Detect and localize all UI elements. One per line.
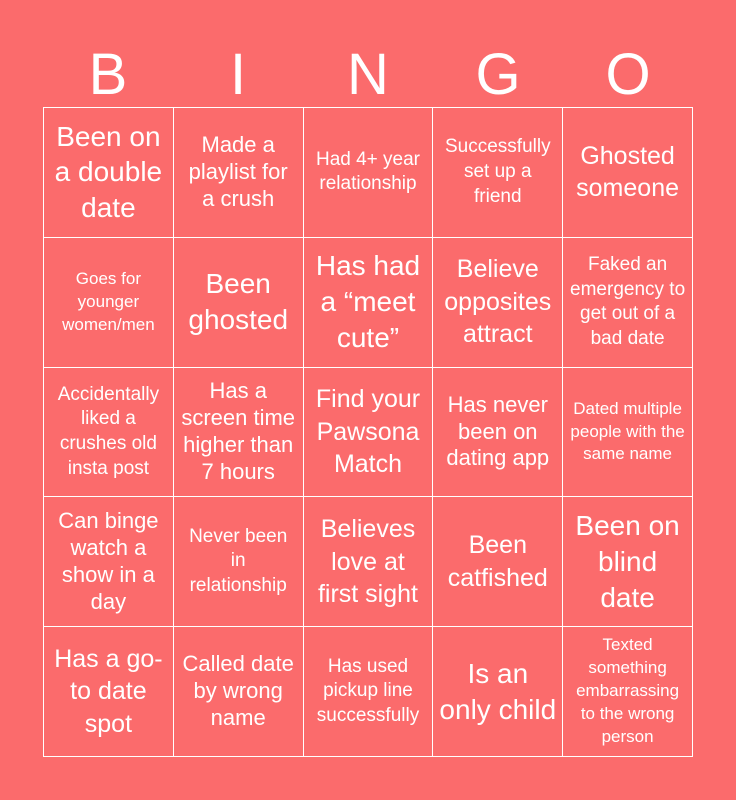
- bingo-cell[interactable]: Had 4+ year relationship: [304, 108, 434, 238]
- bingo-cell[interactable]: Been ghosted: [174, 238, 304, 368]
- bingo-cell[interactable]: Goes for younger women/men: [44, 238, 174, 368]
- header-letter-i: I: [229, 42, 247, 107]
- bingo-cell[interactable]: Believe opposites attract: [433, 238, 563, 368]
- bingo-cell[interactable]: Never been in relationship: [174, 497, 304, 627]
- bingo-cell[interactable]: Has used pickup line successfully: [304, 627, 434, 757]
- bingo-cell[interactable]: Dated multiple people with the same name: [563, 368, 693, 498]
- bingo-cell[interactable]: Faked an emergency to get out of a bad date: [563, 238, 693, 368]
- bingo-cell[interactable]: Believes love at first sight: [304, 497, 434, 627]
- header-letter-n: N: [347, 42, 389, 107]
- bingo-cell[interactable]: Is an only child: [433, 627, 563, 757]
- bingo-cell[interactable]: Called date by wrong name: [174, 627, 304, 757]
- bingo-cell[interactable]: Been on blind date: [563, 497, 693, 627]
- bingo-cell[interactable]: Has a go-to date spot: [44, 627, 174, 757]
- header-letter-b: B: [88, 42, 128, 107]
- bingo-cell[interactable]: Can binge watch a show in a day: [44, 497, 174, 627]
- bingo-cell[interactable]: Ghosted someone: [563, 108, 693, 238]
- bingo-cell[interactable]: Texted something embarrassing to the wrong person: [563, 627, 693, 757]
- bingo-cell[interactable]: Has had a “meet cute”: [304, 238, 434, 368]
- bingo-cell[interactable]: Been catfished: [433, 497, 563, 627]
- header-letter-o: O: [605, 42, 651, 107]
- bingo-cell[interactable]: Accidentally liked a crushes old insta post: [44, 368, 174, 498]
- bingo-cell[interactable]: Successfully set up a friend: [433, 108, 563, 238]
- bingo-cell[interactable]: Find your Pawsona Match: [304, 368, 434, 498]
- bingo-cell[interactable]: Made a playlist for a crush: [174, 108, 304, 238]
- bingo-cell[interactable]: Has a screen time higher than 7 hours: [174, 368, 304, 498]
- header-letter-g: G: [475, 42, 521, 107]
- bingo-cell[interactable]: Has never been on dating app: [433, 368, 563, 498]
- bingo-cell[interactable]: Been on a double date: [44, 108, 174, 238]
- bingo-board: [43, 107, 693, 757]
- bingo-header: [43, 42, 693, 108]
